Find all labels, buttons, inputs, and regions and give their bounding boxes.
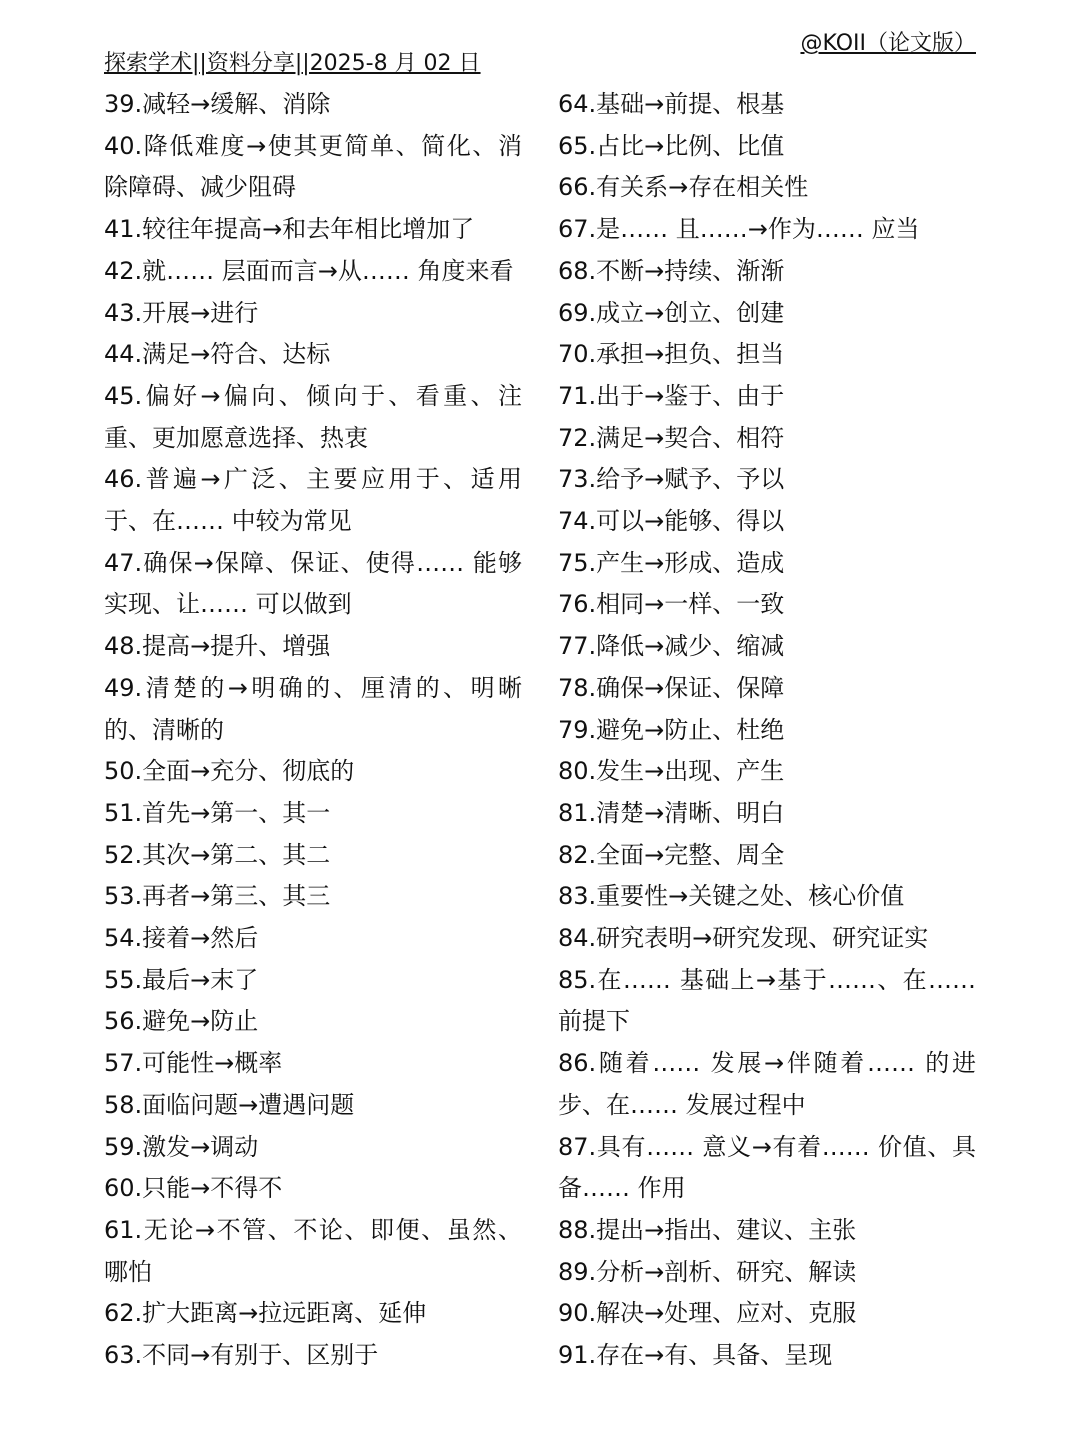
list-item: 85.在…… 基础上→基于……、在…… 前提下 xyxy=(558,965,976,1036)
list-item: 49.清楚的→明确的、厘清的、明晰的、清晰的 xyxy=(104,673,522,744)
list-item: 61.无论→不管、不论、即便、虽然、哪怕 xyxy=(104,1215,522,1286)
list-item: 62.扩大距离→拉远距离、延伸 xyxy=(104,1299,427,1328)
list-item: 80.发生→出现、产生 xyxy=(558,757,785,786)
list-item: 67.是…… 且……→作为…… 应当 xyxy=(558,215,920,244)
list-item: 77.降低→减少、缩减 xyxy=(558,632,785,661)
author-tag: @KOII（论文版） xyxy=(800,31,976,56)
list-item: 70.承担→担负、担当 xyxy=(558,340,785,369)
list-item: 52.其次→第二、其二 xyxy=(104,840,331,869)
list-item: 72.满足→契合、相符 xyxy=(558,423,785,452)
list-item: 46.普遍→广泛、主要应用于、适用于、在…… 中较为常见 xyxy=(104,465,522,536)
list-item: 45.偏好→偏向、倾向于、看重、注重、更加愿意选择、热衷 xyxy=(104,381,522,452)
list-item: 64.基础→前提、根基 xyxy=(558,90,785,118)
list-item: 60.只能→不得不 xyxy=(104,1174,283,1203)
list-item: 90.解决→处理、应对、克服 xyxy=(558,1299,857,1328)
list-item: 66.有关系→存在相关性 xyxy=(558,173,809,202)
list-item: 47.确保→保障、保证、使得…… 能够实现、让…… 可以做到 xyxy=(104,548,522,619)
list-item: 82.全面→完整、周全 xyxy=(558,840,785,869)
list-item: 89.分析→剖析、研究、解读 xyxy=(558,1257,857,1286)
right-column xyxy=(558,84,976,1377)
document-header: 探索学术||资料分享||2025-8 月 02 日 xyxy=(104,51,481,76)
list-item: 88.提出→指出、建议、主张 xyxy=(558,1215,857,1244)
list-item: 65.占比→比例、比值 xyxy=(558,131,785,160)
list-item: 51.首先→第一、其一 xyxy=(104,798,331,827)
list-item: 41.较往年提高→和去年相比增加了 xyxy=(104,215,475,244)
list-item: 91.存在→有、具备、呈现 xyxy=(558,1341,833,1370)
list-item: 75.产生→形成、造成 xyxy=(558,548,785,577)
list-item: 56.避免→防止 xyxy=(104,1007,259,1036)
list-item: 71.出于→鉴于、由于 xyxy=(558,381,785,410)
list-item: 86.随着…… 发展→伴随着…… 的进步、在…… 发展过程中 xyxy=(558,1049,976,1119)
list-item: 74.可以→能够、得以 xyxy=(558,507,785,536)
list-item: 59.激发→调动 xyxy=(104,1132,259,1161)
vocabulary-columns xyxy=(104,84,976,1377)
list-item: 54.接着→然后 xyxy=(104,924,259,953)
list-item: 39.减轻→缓解、消除 xyxy=(104,90,331,118)
list-item: 69.成立→创立、创建 xyxy=(558,298,785,327)
list-item: 63.不同→有别于、区别于 xyxy=(104,1341,379,1370)
list-item: 79.避免→防止、杜绝 xyxy=(558,715,785,744)
list-item: 43.开展→进行 xyxy=(104,298,259,327)
list-item: 81.清楚→清晰、明白 xyxy=(558,798,785,827)
list-item: 44.满足→符合、达标 xyxy=(104,340,331,369)
list-item: 40.降低难度→使其更简单、简化、消除障碍、减少阻碍 xyxy=(104,131,522,202)
list-item: 87.具有…… 意义→有着…… 价值、具备…… 作用 xyxy=(558,1132,976,1203)
list-item: 55.最后→末了 xyxy=(104,965,259,994)
list-item: 53.再者→第三、其三 xyxy=(104,882,331,911)
list-item: 42.就…… 层面而言→从…… 角度来看 xyxy=(104,256,514,285)
list-item: 84.研究表明→研究发现、研究证实 xyxy=(558,924,929,953)
list-item: 73.给予→赋予、予以 xyxy=(558,465,785,494)
list-item: 83.重要性→关键之处、核心价值 xyxy=(558,882,905,911)
list-item: 58.面临问题→遭遇问题 xyxy=(104,1090,355,1119)
list-item: 76.相同→一样、一致 xyxy=(558,590,785,619)
list-item: 78.确保→保证、保障 xyxy=(558,673,785,702)
list-item: 48.提高→提升、增强 xyxy=(104,632,331,661)
list-item: 50.全面→充分、彻底的 xyxy=(104,757,355,786)
left-column xyxy=(104,84,522,1377)
list-item: 57.可能性→概率 xyxy=(104,1049,283,1078)
list-item: 68.不断→持续、渐渐 xyxy=(558,256,785,285)
